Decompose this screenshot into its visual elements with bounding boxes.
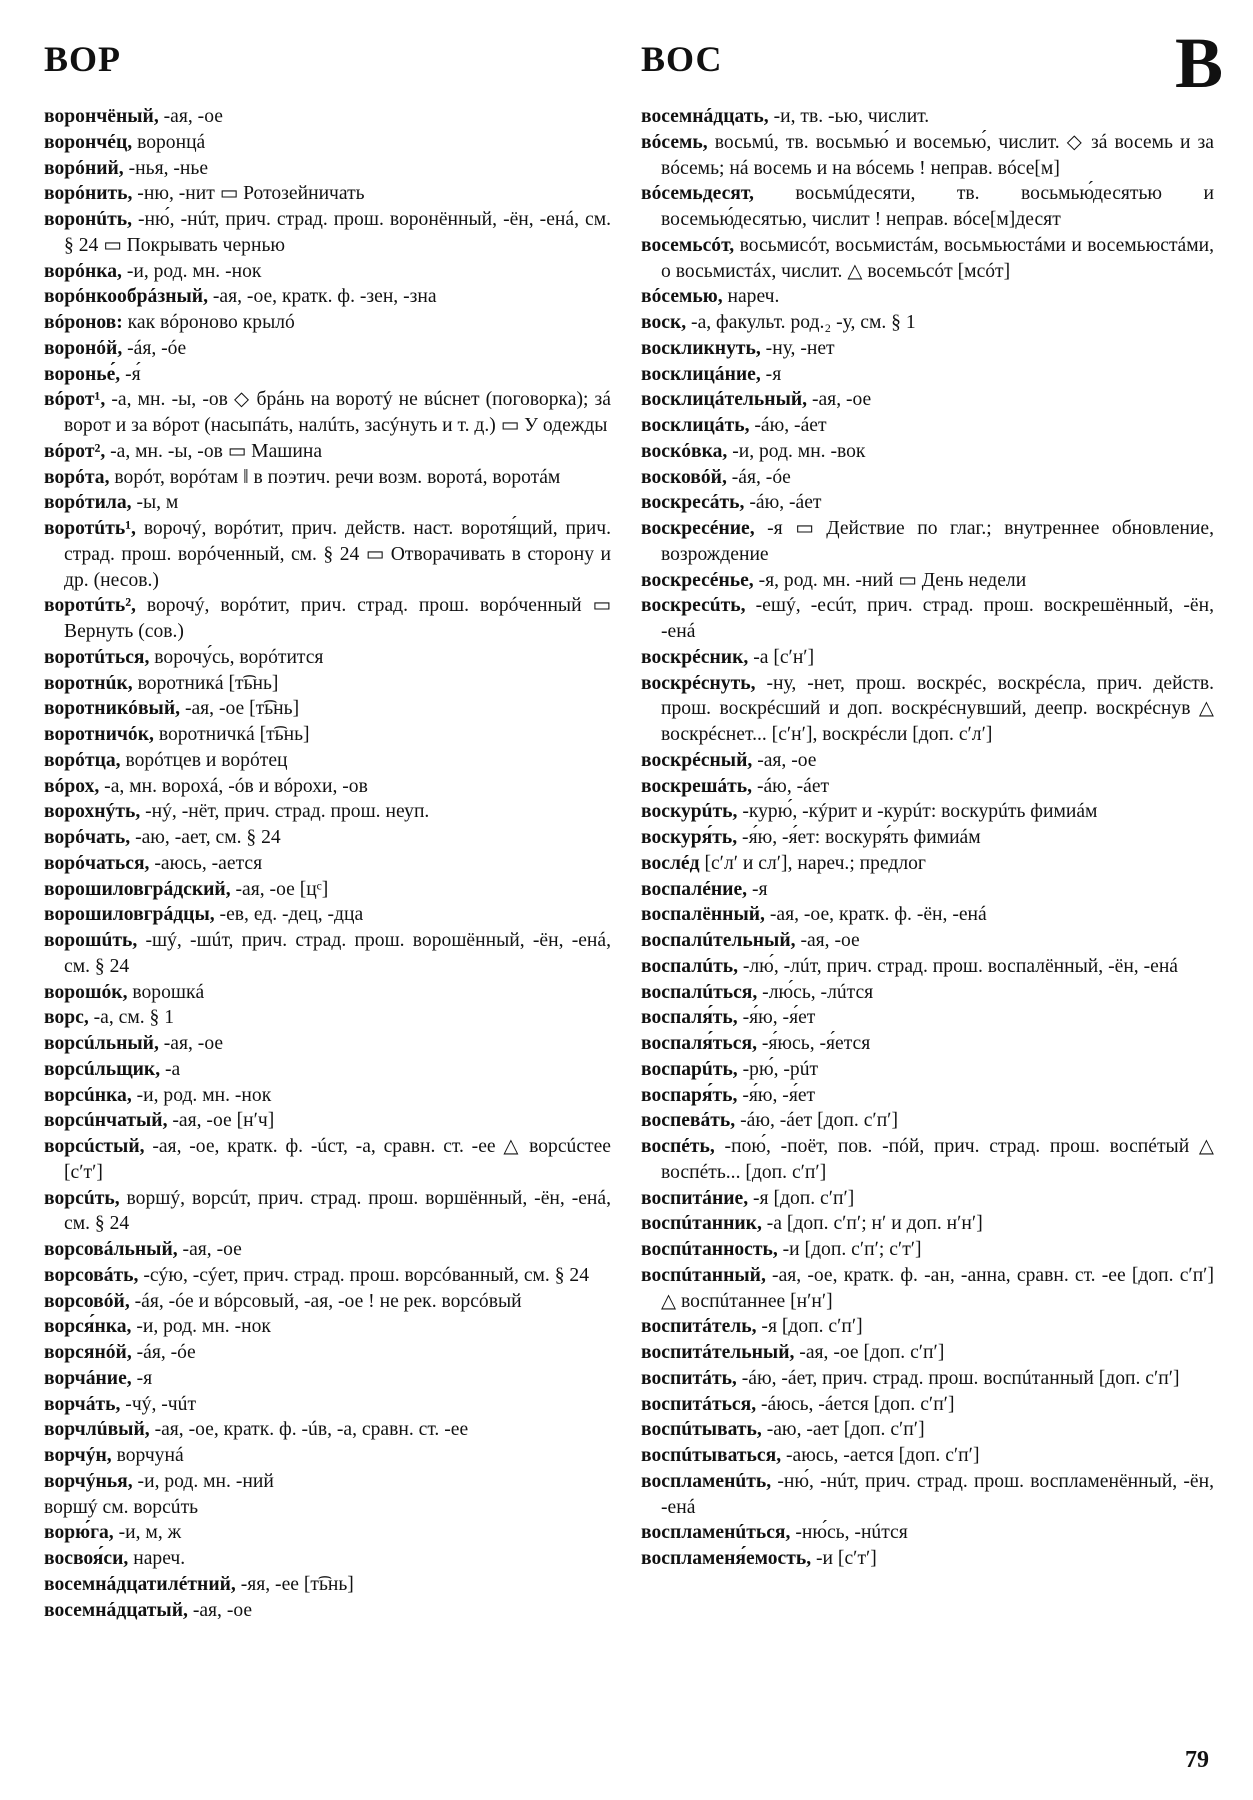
dictionary-entry <box>44 1469 611 1495</box>
dictionary-entry <box>641 516 1214 568</box>
dictionary-entry <box>641 490 1214 516</box>
headword: восклицáние, <box>641 363 761 385</box>
headword: воронúть, <box>44 209 133 230</box>
entry-text: -ы, м <box>131 492 179 514</box>
dictionary-entry <box>44 207 611 259</box>
headword: восклицáть, <box>641 415 750 436</box>
dictionary-entry <box>44 1598 611 1624</box>
dictionary-entry <box>44 1005 611 1031</box>
dictionary-entry <box>641 1366 1214 1392</box>
dictionary-entry <box>641 336 1214 362</box>
headword: воспламеня́емость, <box>641 1548 812 1569</box>
dictionary-entry <box>641 1417 1214 1443</box>
headword: воспевáть, <box>641 1110 736 1132</box>
headword: воспитáние, <box>641 1187 749 1209</box>
dictionary-entry <box>641 284 1214 310</box>
entry-text: -áю, -áет <box>752 775 830 797</box>
entry-text: -ешý, -есúт, прич. страд. прош. воскрешённый, -ён, -енá <box>661 595 1214 642</box>
headword: воскресúть, <box>641 595 746 617</box>
page-number: 79 <box>1185 1747 1209 1773</box>
entry-text: восьмисóт, восьмистáм, восьмьюстáми и восемьюстáми, о восьмистáх, числит. △ восемьсóт [мсóт] <box>661 234 1214 282</box>
headword: ворсúть, <box>44 1187 120 1209</box>
headword: воспалúтельный, <box>641 930 796 951</box>
entry-text: -áя, -óе <box>726 466 791 488</box>
entry-text: -я, род. мн. -ний ▭ День недели <box>753 569 1027 591</box>
entry-text: -а, факульт. род.₂ -у, см. § 1 <box>686 312 916 333</box>
entry-text: -ню, -нит ▭ Ротозейничать <box>132 183 365 205</box>
entry-text: -а [сʹнʹ] <box>748 646 815 668</box>
headword: ворсовáть, <box>44 1264 139 1286</box>
headword: ворошóк, <box>44 981 128 1003</box>
dictionary-entry <box>641 1546 1214 1572</box>
entry-text: -и, род. мн. -нок <box>121 260 262 282</box>
entry-text: -и, род. мн. -ний <box>132 1470 274 1492</box>
headword: воронье́, <box>44 363 121 385</box>
entry-text: -а [доп. сʹпʹ; нʹ и доп. нʹнʹ] <box>761 1213 983 1235</box>
entry-text: -и, тв. -ью, числит. <box>768 106 930 127</box>
entry-text: -и, род. мн. -нок <box>131 1316 271 1338</box>
dictionary-entry <box>44 722 611 748</box>
dictionary-entry <box>641 1134 1214 1186</box>
entry-text: -нý, -нёт, прич. страд. прош. неуп. <box>140 801 430 823</box>
dictionary-entry <box>641 774 1214 800</box>
headword: воротнúк, <box>44 672 133 694</box>
left-column <box>44 104 611 1623</box>
entry-text: -ая, -ое <box>795 930 860 951</box>
entry-text: -я <box>747 878 768 900</box>
headword: ворóтила, <box>44 492 132 514</box>
headword: воскрéсный, <box>641 749 753 771</box>
headword: воспалённый, <box>641 904 765 926</box>
headword: воспúтываться, <box>641 1445 782 1466</box>
entry-text: ворчунá <box>111 1445 184 1466</box>
headword: ворсовóй, <box>44 1290 130 1312</box>
headword: воротникóвый, <box>44 698 181 720</box>
headword: вóрот², <box>44 440 106 462</box>
entry-text: -я <box>131 1367 153 1389</box>
entry-text: -я́юсь, -я́ется <box>756 1033 871 1054</box>
headword: ворчýн, <box>44 1445 112 1466</box>
entry-text: -ая, -ое <box>752 749 817 771</box>
headword: восвоя́си, <box>44 1548 129 1569</box>
dictionary-entry <box>641 568 1214 594</box>
entry-text: ворóт, ворóтам ‖ в поэтич. речи возм. воротá, воротáм <box>109 466 561 488</box>
headword: воскресáть, <box>641 492 745 514</box>
headword: ворóний, <box>44 157 124 179</box>
entry-text: -чý, -чúт <box>120 1393 197 1415</box>
dictionary-entry <box>641 593 1214 645</box>
entry-text: -ая, -ое, кратк. ф. -úв, -а, сравн. ст. -ее <box>149 1419 469 1441</box>
dictionary-entry <box>44 851 611 877</box>
entry-text: -я́ <box>120 363 141 385</box>
headword: вóсемьдесят, <box>641 183 754 205</box>
dictionary-entry <box>44 362 611 388</box>
headword: вóрот¹, <box>44 389 106 411</box>
dictionary-entry <box>44 1289 611 1315</box>
dictionary-entry <box>44 1366 611 1392</box>
dictionary-entry <box>641 1520 1214 1546</box>
headword: воскрешáть, <box>641 775 753 797</box>
entry-text: -а, мн. -ы, -ов ◇ брáнь на воротý не вúснет (поговорка); зá ворот и за вóрот (насыпáть, налúть, засýнуть и т. д.) ▭ У одежды <box>64 389 611 436</box>
dictionary-entry <box>641 877 1214 903</box>
dictionary-entry <box>641 1392 1214 1418</box>
entry-text: -и, род. мн. -нок <box>131 1084 272 1106</box>
dictionary-entry <box>44 799 611 825</box>
entry-text: воронцá <box>132 131 206 153</box>
headword: воротничóк, <box>44 724 154 745</box>
headword: ворсúльщик, <box>44 1058 161 1080</box>
entry-text: ворочý, ворóтит, прич. действ. наст. воротя́щий, прич. страд. прош. ворóченный, см. § 24 ▭ Отворачивать в сторону и др. (несов.) <box>64 518 611 591</box>
headword: ворсовáльный, <box>44 1239 178 1260</box>
dictionary-entry <box>44 1572 611 1598</box>
entry-text: -ню́, -нúт, прич. страд. прош. воронённый, -ён, -енá, см. § 24 ▭ Покрывать чернью <box>64 209 611 256</box>
dictionary-entry <box>641 233 1214 285</box>
section-letter: В <box>1174 23 1223 103</box>
headword: ворончёный, <box>44 106 159 127</box>
entry-text: -аю, -ает [доп. сʹпʹ] <box>761 1419 925 1441</box>
dictionary-entry <box>641 928 1214 954</box>
dictionary-entry <box>44 645 611 671</box>
dictionary-entry <box>44 1495 611 1521</box>
headword: восковóй, <box>641 466 727 488</box>
dictionary-entry <box>641 1186 1214 1212</box>
entry-text: -я́ю, -я́ет <box>737 1084 816 1106</box>
headword: ворóнить, <box>44 183 133 205</box>
headword: воскурúть, <box>641 801 738 823</box>
headword: воспалéние, <box>641 878 748 900</box>
headword: вóсемь, <box>641 131 708 153</box>
headword: ворся́нка, <box>44 1316 132 1338</box>
dictionary-entry <box>44 1031 611 1057</box>
headword: восемнáдцатилéтний, <box>44 1573 236 1595</box>
headword: ворохнýть, <box>44 801 141 823</box>
entry-text: -ну, -нет <box>760 337 835 359</box>
entry-text: -ая, -ое <box>187 1599 253 1621</box>
headword: ворошиловгрáдский, <box>44 878 231 900</box>
dictionary-entry <box>44 774 611 800</box>
entry-text: -áю, -áет, прич. страд. прош. воспúтанный [доп. сʹпʹ] <box>736 1367 1180 1389</box>
entry-text: -ая, -ое [нʹч] <box>167 1110 275 1132</box>
dictionary-entry <box>44 1186 611 1238</box>
headword: воскóвка, <box>641 440 728 462</box>
entry-text: -ая, -ое [доп. сʹпʹ] <box>794 1342 945 1363</box>
entry-text: -я́ю, -я́ет <box>737 1007 816 1029</box>
entry-text: -и [доп. сʹпʹ; сʹтʹ] <box>777 1239 922 1260</box>
headword: ворóтца, <box>44 749 121 771</box>
entry-text: -ая, -ое <box>158 106 223 127</box>
dictionary-entry <box>44 696 611 722</box>
headword: воротúть², <box>44 595 136 617</box>
dictionary-entry <box>641 310 1214 336</box>
dictionary-entry <box>641 1340 1214 1366</box>
entry-text: -я <box>760 363 782 385</box>
dictionary-entry <box>44 825 611 851</box>
headword: ворсúльный, <box>44 1033 159 1054</box>
headword: восемнáдцатый, <box>44 1599 188 1621</box>
entry-text: -пою́, -поёт, пов. -пóй, прич. страд. прош. воспéтый △ воспéть... [доп. сʹпʹ] <box>661 1136 1214 1183</box>
entry-text: -ая, -ое [цᶜ] <box>230 878 329 900</box>
dictionary-entry <box>641 799 1214 825</box>
dictionary-entry <box>44 156 611 182</box>
entry-text: -шý, -шúт, прич. страд. прош. ворошённый, -ён, -енá, см. § 24 <box>64 930 611 977</box>
dictionary-entry <box>641 954 1214 980</box>
headword: воспламенúться, <box>641 1522 791 1544</box>
entry-text: -я́ю, -я́ет: воскуря́ть фимиáм <box>737 827 981 848</box>
dictionary-entry <box>641 851 1214 877</box>
entry-text: -ая, -ое, кратк. ф. -úст, -а, сравн. ст. -ее △ ворсúстее [сʹтʹ] <box>64 1136 611 1183</box>
entry-text: -ая, -ое, кратк. ф. -ён, -енá <box>764 904 987 926</box>
headword: воскуря́ть, <box>641 827 738 848</box>
headword: воспитáтельный, <box>641 1342 795 1363</box>
dictionary-entry <box>44 1546 611 1572</box>
entry-text: [сʹлʹ и слʹ], нареч.; предлог <box>699 852 926 874</box>
dictionary-entry <box>44 1392 611 1418</box>
entry-text: -и, род. мн. -вок <box>727 440 866 462</box>
headword: воспарúть, <box>641 1058 738 1080</box>
entry-text: ворóтцев и ворóтец <box>120 749 288 771</box>
dictionary-entry <box>44 336 611 362</box>
headword: ворчлúвый, <box>44 1419 150 1441</box>
headword: воспламенúть, <box>641 1470 772 1492</box>
dictionary-entry <box>44 1263 611 1289</box>
entry-text: восьмúдесяти, тв. восьмью́десятью и восемью́десятью, числит ! неправ. вóсе[м]десят <box>661 183 1214 230</box>
dictionary-entry <box>641 1314 1214 1340</box>
dictionary-entry <box>44 1108 611 1134</box>
entry-text: -áя, -óе <box>131 1342 196 1363</box>
dictionary-entry <box>641 104 1214 130</box>
entry-text: -я [доп. сʹпʹ] <box>748 1187 855 1209</box>
dictionary-entry <box>641 1083 1214 1109</box>
dictionary-entry <box>641 362 1214 388</box>
entry-text: -лю́сь, -лúтся <box>757 981 874 1003</box>
headword: ворошúть, <box>44 930 138 951</box>
headword: ворсúнчатый, <box>44 1110 168 1132</box>
headword: вóрох, <box>44 775 100 797</box>
entry-text: -ню́сь, -нúтся <box>790 1522 908 1544</box>
dictionary-entry <box>44 671 611 697</box>
entry-text: -лю́, -лúт, прич. страд. прош. воспалённый, -ён, -енá <box>737 955 1179 977</box>
dictionary-entry <box>44 387 611 439</box>
dictionary-entry <box>641 1057 1214 1083</box>
entry-text: -аю, -ает, см. § 24 <box>130 827 281 848</box>
headword: воспитáтель, <box>641 1316 757 1338</box>
dictionary-entry <box>641 1031 1214 1057</box>
entry-text: -рю́, -рúт <box>737 1058 819 1080</box>
dictionary-entry <box>44 259 611 285</box>
headword: воспúтанник, <box>641 1213 762 1235</box>
entry-text: -ая, -ое <box>158 1033 224 1054</box>
headword: ворс, <box>44 1007 89 1029</box>
dictionary-entry <box>44 928 611 980</box>
entry-text: воршý см. ворсúть <box>44 1496 199 1518</box>
headword: воспúтывать, <box>641 1419 762 1441</box>
dictionary-entry <box>44 310 611 336</box>
dictionary-entry <box>44 284 611 310</box>
entry-text: -а, мн. ворохá, -óв и вóрохи, -ов <box>99 775 368 797</box>
entry-text: ворочу́сь, ворóтится <box>149 646 324 668</box>
dictionary-entry <box>641 413 1214 439</box>
right-column <box>641 104 1214 1572</box>
entry-text: -и [сʹтʹ] <box>811 1548 877 1569</box>
entry-text: -áю, -áет <box>749 415 827 436</box>
headword: ворóчать, <box>44 827 131 848</box>
dictionary-entry <box>641 1211 1214 1237</box>
headword: ворсúстый, <box>44 1136 145 1157</box>
entry-text: нареч. <box>128 1548 186 1569</box>
headword: воротúться, <box>44 646 150 668</box>
entry-text: -ев, ед. -дец, -дца <box>214 904 364 926</box>
dictionary-entry <box>641 645 1214 671</box>
dictionary-entry <box>641 130 1214 182</box>
headword: воскресéние, <box>641 518 755 539</box>
entry-text: -ая, -ое <box>177 1239 242 1260</box>
headword: воспéть, <box>641 1136 715 1157</box>
entry-text: -аюсь, -ается [доп. сʹпʹ] <box>781 1445 980 1466</box>
dictionary-entry <box>44 1340 611 1366</box>
entry-text: воротничкá [т͡ьнь] <box>153 724 310 745</box>
dictionary-entry <box>641 1263 1214 1315</box>
dictionary-entry <box>44 1134 611 1186</box>
entry-text: воршý, ворсúт, прич. страд. прош. воршённый, -ён, -енá, см. § 24 <box>64 1187 611 1235</box>
dictionary-entry <box>641 465 1214 491</box>
dictionary-entry <box>44 593 611 645</box>
headword: ворóчаться, <box>44 852 150 874</box>
headword: воспитáть, <box>641 1367 737 1389</box>
header-right: ВОС <box>641 39 723 79</box>
dictionary-entry <box>641 902 1214 928</box>
dictionary-entry <box>44 1443 611 1469</box>
headword: воспитáться, <box>641 1393 757 1415</box>
headword: воскресéнье, <box>641 569 754 591</box>
dictionary-entry <box>641 980 1214 1006</box>
entry-text: -ню́, -нúт, прич. страд. прош. воспламенённый, -ён, -енá <box>661 1470 1214 1518</box>
header-left: ВОР <box>44 39 122 79</box>
dictionary-entry <box>641 181 1214 233</box>
headword: воспаля́ть, <box>641 1007 738 1029</box>
dictionary-entry <box>641 387 1214 413</box>
headword: воскрéснуть, <box>641 672 756 694</box>
dictionary-entry <box>44 1057 611 1083</box>
entry-text: -а <box>160 1058 181 1080</box>
dictionary-entry <box>44 980 611 1006</box>
dictionary-entry <box>44 1314 611 1340</box>
entry-text: -и, м, ж <box>113 1522 182 1544</box>
entry-text: -я ▭ Действие по глаг.; внутреннее обновление, возрождение <box>661 518 1214 565</box>
headword: ворсянóй, <box>44 1342 132 1363</box>
headword: воспúтанность, <box>641 1239 778 1260</box>
dictionary-entry <box>641 748 1214 774</box>
dictionary-entry <box>641 1469 1214 1521</box>
dictionary-entry <box>44 1237 611 1263</box>
dictionary-entry <box>44 181 611 207</box>
headword: воскрéсник, <box>641 646 749 668</box>
entry-text: -áюсь, -áется [доп. сʹпʹ] <box>756 1393 955 1415</box>
headword: воронóй, <box>44 337 123 359</box>
headword: ворю́га, <box>44 1522 114 1544</box>
dictionary-entry <box>641 1108 1214 1134</box>
headword: ворсúнка, <box>44 1084 132 1106</box>
entry-text: -áя, -óе <box>122 337 187 359</box>
dictionary-entry <box>44 439 611 465</box>
dictionary-entry <box>44 1520 611 1546</box>
entry-text: как вóроново крылó <box>122 312 295 333</box>
entry-text: -я [доп. сʹпʹ] <box>756 1316 863 1338</box>
entry-text: -сýю, -сýет, прич. страд. прош. ворсóванный, см. § 24 <box>138 1264 590 1286</box>
dictionary-entry <box>641 439 1214 465</box>
entry-text: -нья, -нье <box>123 157 209 179</box>
headword: вослéд <box>641 852 700 874</box>
dictionary-entry <box>44 104 611 130</box>
headword: воскликнуть, <box>641 337 761 359</box>
dictionary-entry <box>44 748 611 774</box>
headword: воспаря́ть, <box>641 1084 738 1106</box>
headword: воспалúться, <box>641 981 758 1003</box>
headword: вóронов: <box>44 312 123 333</box>
entry-text: -ая, -ое <box>807 389 872 411</box>
headword: воспаля́ться, <box>641 1033 757 1054</box>
headword: ворчýнья, <box>44 1470 133 1492</box>
headword: ворончéц, <box>44 131 133 153</box>
entry-text: -áя, -óе и вóрсовый, -ая, -ое ! не рек. ворсóвый <box>129 1290 522 1312</box>
entry-text: восьмú, тв. восьмью́ и восемью́, числит. ◇ зá восемь и за вóсемь; нá восемь и на вóсемь ! неправ. вóсе[м] <box>661 131 1214 179</box>
headword: ворóнкообрáзный, <box>44 286 208 308</box>
dictionary-entry <box>641 671 1214 748</box>
entry-text: -áю, -áет [доп. сʹпʹ] <box>735 1110 898 1132</box>
entry-text: -ая, -ое [т͡ьнь] <box>180 698 300 720</box>
dictionary-entry <box>44 130 611 156</box>
headword: восемьсóт, <box>641 234 735 256</box>
entry-text: -курю́, -кýрит и -курúт: воскурúть фимиáм <box>737 801 1098 823</box>
entry-text: нареч. <box>722 286 780 308</box>
headword: ворóнка, <box>44 260 122 282</box>
entry-text: -а, см. § 1 <box>88 1007 175 1029</box>
entry-text: -áю, -áет <box>744 492 822 514</box>
entry-text: -а, мн. -ы, -ов ▭ Машина <box>105 440 323 462</box>
headword: ворошиловгрáдцы, <box>44 904 215 926</box>
dictionary-entry <box>44 465 611 491</box>
dictionary-entry <box>641 825 1214 851</box>
entry-text: -аюсь, -ается <box>149 852 263 874</box>
entry-text: -ая, -ое, кратк. ф. -ан, -анна, сравн. ст. -ее [доп. сʹпʹ] △ воспúтаннее [нʹнʹ] <box>661 1264 1214 1312</box>
entry-text: -ая, -ое, кратк. ф. -зен, -зна <box>208 286 437 308</box>
headword: воротúть¹, <box>44 518 136 539</box>
headword: воск, <box>641 312 687 333</box>
entry-text: -яя, -ее [т͡ьнь] <box>235 1573 354 1595</box>
headword: восклицáтельный, <box>641 389 808 411</box>
headword: ворчáние, <box>44 1367 132 1389</box>
dictionary-entry <box>44 516 611 593</box>
headword: ворóта, <box>44 466 110 488</box>
headword: восемнáдцать, <box>641 106 769 127</box>
dictionary-entry <box>44 877 611 903</box>
entry-text: ворочý, ворóтит, прич. страд. прош. ворóченный ▭ Вернуть (сов.) <box>64 595 611 642</box>
dictionary-entry <box>44 490 611 516</box>
dictionary-entry <box>44 902 611 928</box>
entry-text: воротникá [т͡ьнь] <box>132 672 279 694</box>
entry-text: -ну, -нет, прош. воскрéс, воскрéсла, прич. действ. прош. воскрéсший и доп. воскрéснувший, деепр. воскрéснув △ воскрéснет... [сʹнʹ], воскрéсли [доп. сʹлʹ] <box>661 672 1214 745</box>
entry-text: ворошкá <box>127 981 205 1003</box>
headword: вóсемью, <box>641 286 723 308</box>
dictionary-entry <box>641 1443 1214 1469</box>
dictionary-entry <box>44 1083 611 1109</box>
dictionary-entry <box>641 1005 1214 1031</box>
headword: воспалúть, <box>641 955 738 977</box>
headword: ворчáть, <box>44 1393 121 1415</box>
dictionary-entry <box>44 1417 611 1443</box>
dictionary-entry <box>641 1237 1214 1263</box>
headword: воспúтанный, <box>641 1264 766 1286</box>
